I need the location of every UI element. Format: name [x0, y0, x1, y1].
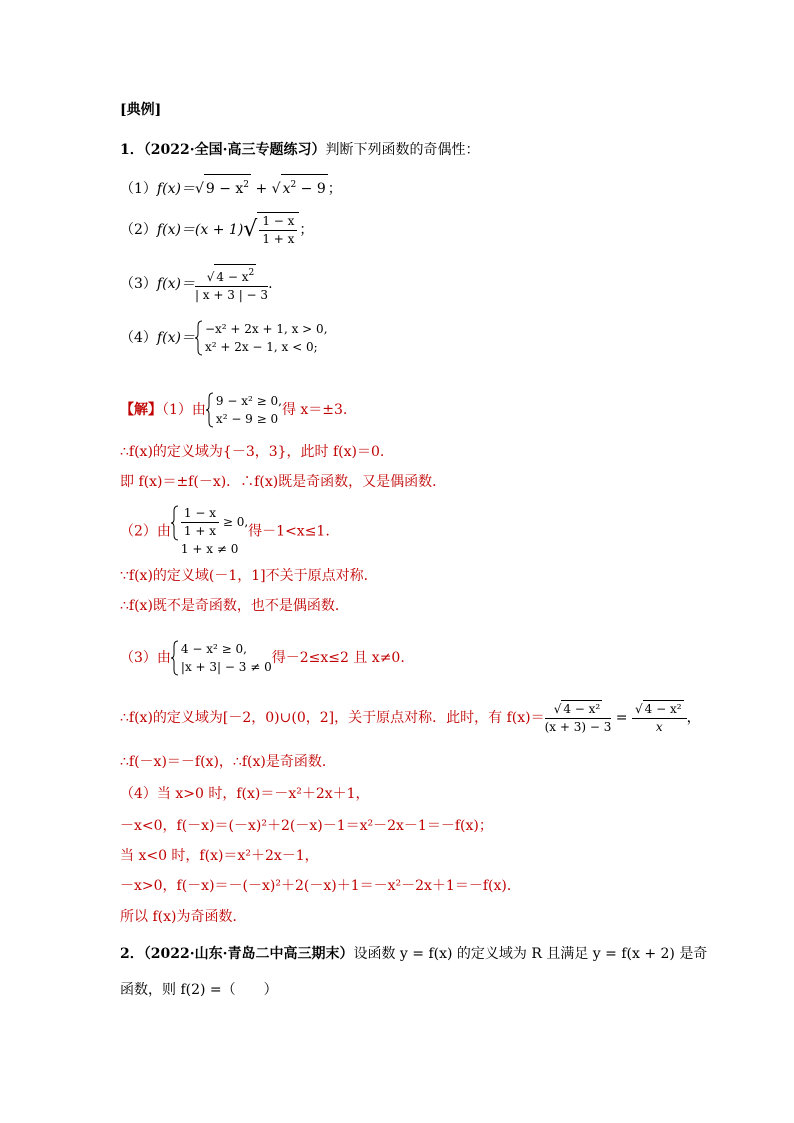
- plus-sign: +: [251, 181, 272, 197]
- s2-line-2: ∵f(x)的定义域(－1，1]不关于原点对称．: [120, 568, 378, 584]
- s2-result: 得－1<x≤1.: [248, 523, 330, 540]
- s1-line-3: 即 f(x)＝±f(－x)．∴f(x)既是奇函数，又是偶函数．: [120, 474, 447, 490]
- q1-p3-radicand: 4 − x: [216, 270, 249, 284]
- s2-row-2: 1 + x ≠ 0: [180, 542, 239, 556]
- s3-row-1: 4 − x² ≥ 0,: [180, 642, 247, 656]
- s3-f2-numerator: √ 4 − x²: [632, 700, 687, 719]
- solution-part-3: [120, 640, 405, 676]
- q1-number: 1．: [120, 142, 144, 158]
- q1-p1-prefix: f(x)＝: [156, 181, 195, 197]
- q1-part-2: [120, 212, 313, 248]
- q1-p3-denominator: | x + 3 | − 3: [194, 288, 269, 302]
- s3-equals: =: [611, 710, 632, 726]
- left-brace-icon: [171, 640, 179, 676]
- s2-system: [171, 505, 248, 558]
- s1-row-2: x² − 9 ≥ 0: [215, 412, 279, 426]
- question-2-line-2: 函数，则 f(2) =（ ）: [120, 982, 278, 998]
- radical-sign: √: [243, 217, 258, 242]
- s2-numerator: 1 − x: [181, 505, 219, 523]
- s2-label: （2）由: [120, 523, 171, 540]
- s1-result: 得 x＝±3.: [281, 402, 348, 418]
- question-2-line-1: [120, 944, 707, 964]
- question-1-header: [120, 140, 479, 160]
- q1-prompt: 判断下列函数的奇偶性：: [325, 142, 480, 158]
- q1-p2-prefix: f(x)＝(x + 1): [156, 222, 244, 238]
- s3-f2-radicand: 4 − x²: [644, 702, 682, 716]
- s3-comma: ，: [686, 710, 701, 726]
- left-brace-icon: [171, 505, 179, 541]
- q1-part-1: [120, 174, 342, 199]
- section-heading: [典例]: [120, 102, 162, 118]
- q1-p4-row-1: −x² + 2x + 1, x > 0,: [204, 322, 328, 336]
- q1-part-4: [120, 320, 328, 356]
- q2-source: （2022·山东·青岛二中高三期末）: [143, 946, 354, 962]
- q1-p3-label: （3）: [120, 276, 157, 292]
- q1-p2-fraction: [257, 212, 299, 248]
- q1-p2-denominator: 1 + x: [262, 232, 295, 246]
- solution-tag: 【解】: [120, 402, 162, 418]
- q1-source: （2022·全国·高三专题练习）: [143, 142, 326, 158]
- s3-f1-denominator: (x + 3) − 3: [544, 720, 612, 734]
- s3-result: 得－2≤x≤2 且 x≠0.: [271, 650, 405, 666]
- s3-domain-text: ∴f(x)的定义域为[－2，0)∪(0，2]，关于原点对称．此时，有 f(x)＝: [120, 710, 545, 726]
- s3-f1-radicand: 4 − x²: [563, 702, 601, 716]
- s4-line-2: －x<0，f(－x)＝(－x)²＋2(－x)－1＝x²－2x－1＝－f(x)；: [120, 818, 493, 834]
- left-brace-icon: [206, 392, 214, 428]
- solution-part-1: [120, 392, 347, 428]
- q1-p4-prefix: f(x)＝: [156, 330, 195, 346]
- radicand-1: 9 − x: [205, 181, 244, 197]
- s3-f1-numerator: √ 4 − x²: [545, 700, 612, 719]
- q1-p2-label: （2）: [120, 222, 157, 238]
- s4-line-5: 所以 f(x)为奇函数．: [120, 909, 247, 925]
- s3-fraction-2: [632, 700, 687, 736]
- s3-line-3: ∴f(－x)＝－f(x)，∴f(x)是奇函数．: [120, 754, 336, 770]
- q1-p3-end: .: [268, 276, 273, 292]
- s3-system: [171, 640, 272, 676]
- s3-f2-denominator: x: [655, 720, 663, 734]
- radicand-2-var: x: [282, 181, 291, 197]
- s4-line-3: 当 x<0 时，f(x)＝x²＋2x－1，: [120, 848, 319, 864]
- q2-text-1: 设函数 y = f(x) 的定义域为 R 且满足 y = f(x + 2) 是奇: [353, 946, 708, 962]
- q1-p3-fraction: [195, 264, 268, 304]
- s3-line-2: [120, 700, 701, 736]
- s2-denominator: 1 + x: [183, 524, 217, 538]
- q1-p3-prefix: f(x)＝: [156, 276, 195, 292]
- s1-line-2: ∴f(x)的定义域为{－3，3}，此时 f(x)＝0.: [120, 444, 385, 460]
- s2-line-3: ∴f(x)既不是奇函数，也不是偶函数．: [120, 598, 349, 614]
- s4-line-1: （4）当 x>0 时，f(x)＝－x²＋2x＋1，: [120, 786, 370, 802]
- s2-ge: ≥ 0,: [219, 515, 249, 529]
- solution-part-2: [120, 505, 330, 558]
- s1-system: [206, 392, 282, 428]
- q2-number: 2．: [120, 946, 144, 962]
- q1-p4-label: （4）: [120, 330, 157, 346]
- q1-p1-end: ；: [327, 181, 342, 197]
- q1-p2-numerator: 1 − x: [259, 213, 297, 231]
- q1-p1-label: （1）: [120, 181, 157, 197]
- left-brace-icon: [195, 320, 203, 356]
- q1-part-3: [120, 264, 273, 304]
- q1-p4-row-2: x² + 2x − 1, x < 0;: [204, 340, 318, 354]
- s1-label: （1）由: [162, 402, 206, 418]
- s3-fraction-1: [545, 700, 612, 736]
- sqrt-x2-minus-9: √ $x^2 - 9$: [272, 181, 328, 197]
- q1-p3-numerator: √ $4 - x^2$: [195, 264, 268, 287]
- s3-label: （3）由: [120, 650, 171, 666]
- radicand-2-rest: − 9: [296, 181, 326, 197]
- sqrt-9-minus-x2: √ $9 - x^2$: [195, 181, 251, 197]
- q1-p4-piecewise: [195, 320, 328, 356]
- q1-p2-end: ；: [299, 222, 314, 238]
- s3-row-2: |x + 3| − 3 ≠ 0: [180, 660, 272, 674]
- s4-line-4: －x>0，f(－x)＝－(－x)²＋2(－x)＋1＝－x²－2x＋1＝－f(x)．: [120, 878, 521, 894]
- s1-row-1: 9 − x² ≥ 0,: [215, 394, 282, 408]
